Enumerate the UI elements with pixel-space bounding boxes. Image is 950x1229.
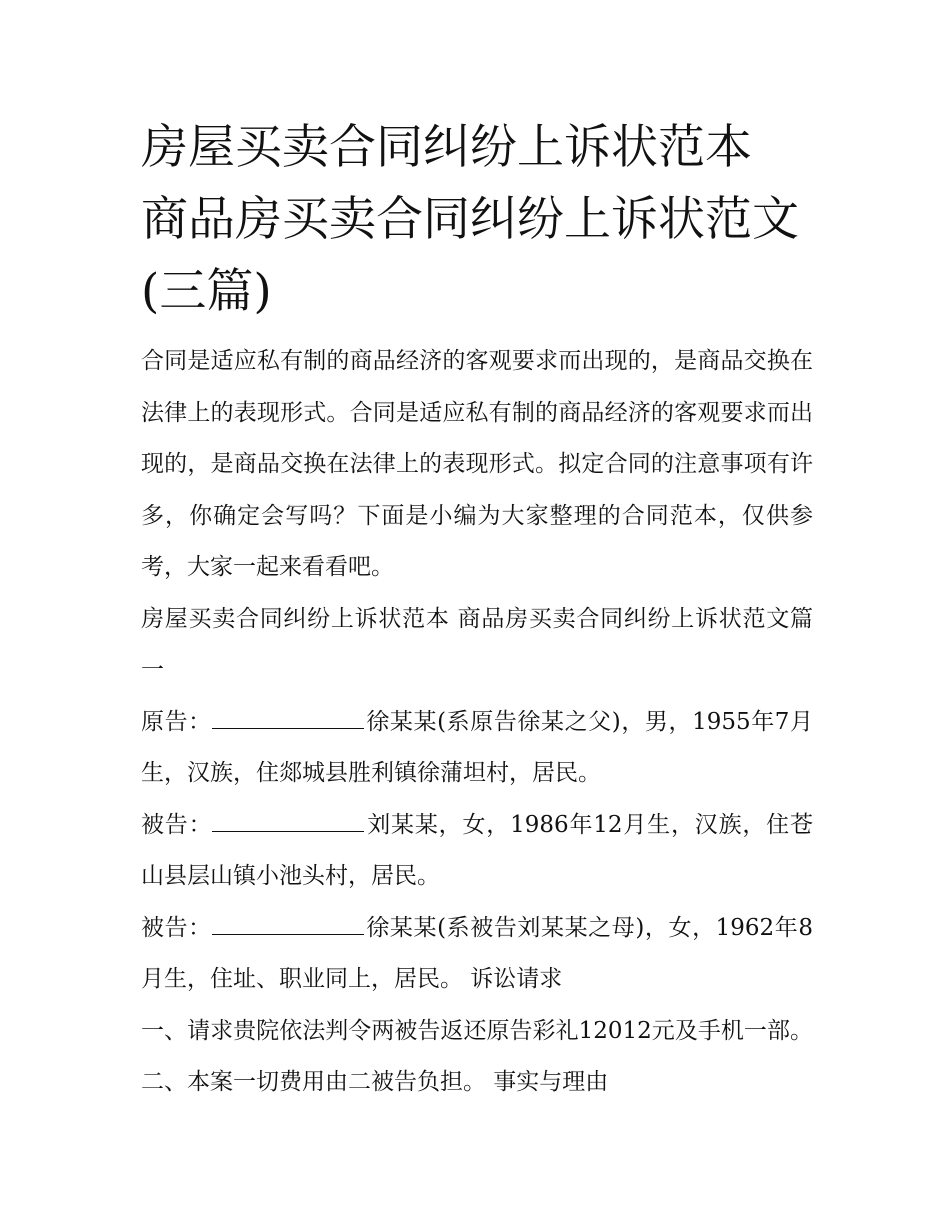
intro-paragraph: 合同是适应私有制的商品经济的客观要求而出现的，是商品交换在法律上的表现形式。合同是适应私有制的商品经济的客观要求而出现的，是商品交换在法律上的表现形式。拟定合同的注意事项有许多，你确定会写吗？下面是小编为大家整理的合同范本，仅供参考，大家一起来看看吧。 (141, 348, 813, 580)
blank-line (212, 706, 364, 729)
party-defendant-2-label: 被告： (141, 914, 212, 941)
party-plaintiff-label: 原告： (141, 708, 212, 735)
section-heading: 房屋买卖合同纠纷上诉状范本 商品房买卖合同纠纷上诉状范文篇一 (141, 605, 813, 683)
party-plaintiff (141, 697, 813, 800)
party-defendant-1-label: 被告： (141, 811, 213, 838)
party-defendant-2 (141, 903, 813, 1006)
claims-paragraph: 一、请求贵院依法判令两被告返还原告彩礼12012元及手机一部。 二、本案一切费用由二被告负担。 事实与理由 (141, 1017, 813, 1095)
blank-line (212, 912, 364, 935)
party-defendant-2-text: 徐某某(系被告刘某某之母)，女，1962年8月生，住址、职业同上，居民。 诉讼请求 (141, 914, 813, 992)
party-plaintiff-text: 徐某某(系原告徐某之父)，男，1955年7月生，汉族，住郯城县胜利镇徐蒲坦村，居民。 (141, 708, 813, 786)
party-defendant-1 (141, 800, 813, 903)
document-title: 房屋买卖合同纠纷上诉状范本 商品房买卖合同纠纷上诉状范文(三篇) (141, 120, 799, 319)
document-content (141, 112, 813, 1109)
blank-line (212, 809, 364, 832)
party-defendant-1-text: 刘某某，女，1986年12月生，汉族，住苍山县层山镇小池头村，居民。 (141, 811, 813, 889)
